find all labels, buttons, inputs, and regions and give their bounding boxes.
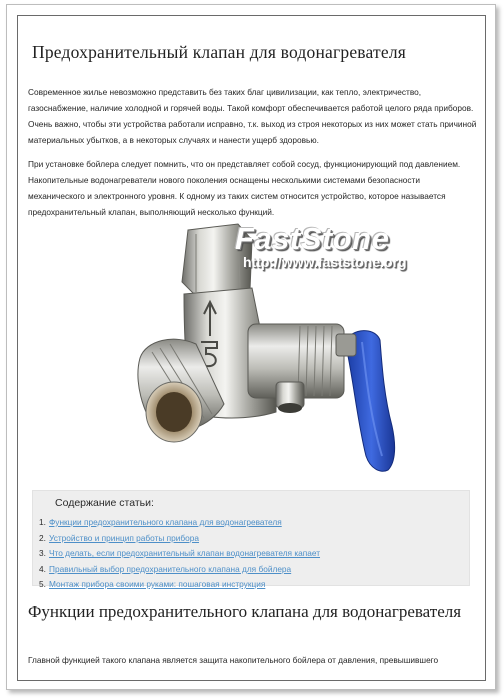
- toc-item: [39, 546, 320, 562]
- intro-paragraph: Современное жилье невозможно представить без таких благ цивилизации, как тепло, электричество, газоснабжение, наличие холодной и горячей воды. Такой комфорт обеспечивается работой целого ряда приборов. Очень важно, чтобы эти устройства работали исправно, т.к. выход из строя некоторых из них может стать причиной материальных убытков, а в некоторых случаях и нанести ущерб здоровью.: [28, 87, 477, 145]
- toc-item: [39, 515, 320, 531]
- toc-item: [39, 531, 320, 547]
- toc-link-installation[interactable]: Монтаж прибора своими руками: пошаговая инструкция: [49, 579, 266, 589]
- watermark-brand: FastStone: [235, 221, 390, 256]
- toc-number: 4.: [39, 563, 46, 574]
- toc-item: [39, 562, 320, 578]
- toc-link-functions[interactable]: Функции предохранительного клапана для водонагревателя: [49, 517, 282, 527]
- toc-number: 1.: [39, 517, 46, 527]
- toc-number: 3.: [39, 548, 46, 558]
- functions-paragraph: Главной функцией такого клапана является защита накопительного бойлера от давления, превышившего: [28, 655, 439, 665]
- boiler-paragraph: При установке бойлера следует помнить, что он представляет собой сосуд, функционирующий под давлением. Накопительные водонагреватели нового поколения оснащены несколькими системами безопасности механического и электронного уровня. К одному из таких систем относится устройство, которое называется предохранительный клапан, выполняющий несколько функций.: [28, 159, 461, 217]
- toc-link-dripping[interactable]: Что делать, если предохранительный клапан водонагревателя капает: [49, 548, 321, 558]
- table-of-contents: [32, 490, 470, 589]
- toc-link-device[interactable]: Устройство и принцип работы прибора: [49, 532, 199, 543]
- toc-number: 5.: [39, 579, 46, 589]
- page-title: Предохранительный клапан для водонагревателя: [32, 42, 407, 62]
- toc-title: Содержание статьи:: [55, 497, 154, 509]
- toc-list: [39, 515, 320, 593]
- toc-item: [39, 577, 320, 593]
- watermark-url: http://www.faststone.org: [243, 254, 407, 270]
- article-frame: [17, 15, 486, 681]
- toc-number: 2.: [39, 532, 46, 543]
- toc-link-choice[interactable]: Правильный выбор предохранительного клапана для бойлера: [49, 563, 292, 574]
- section-heading-functions: Функции предохранительного клапана для водонагревателя: [28, 602, 462, 621]
